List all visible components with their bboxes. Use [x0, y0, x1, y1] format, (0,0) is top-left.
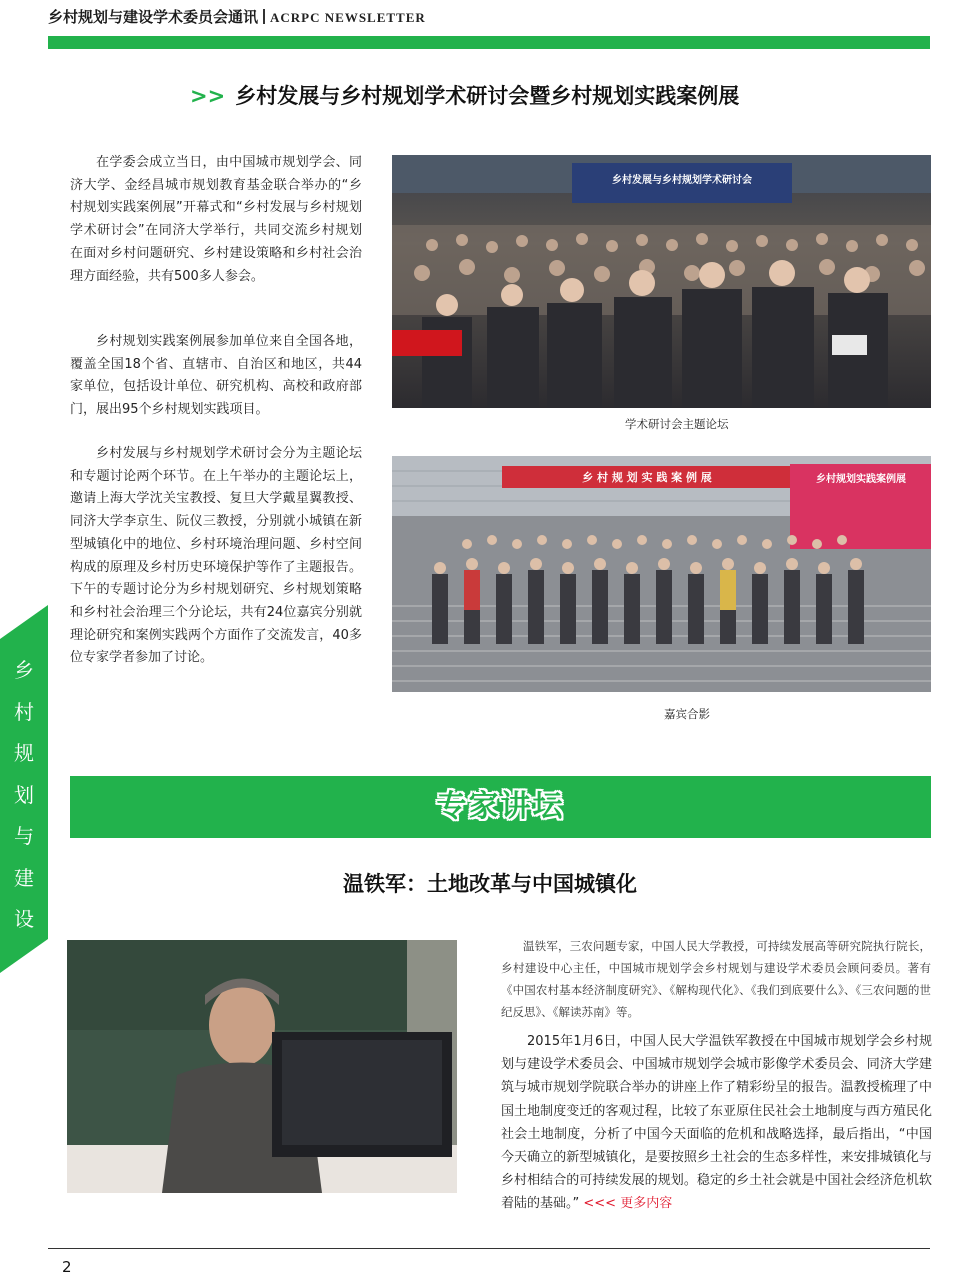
group-photo-caption: 嘉宾合影 — [664, 707, 710, 721]
exhibition-banner-text: 乡 村 规 划 实 践 案 例 展 — [582, 471, 712, 484]
side-tab-char: 划 — [14, 782, 34, 807]
lecture-report — [501, 1030, 932, 1216]
page-number: 2 — [62, 1258, 72, 1276]
side-tab-char: 规 — [14, 741, 34, 765]
forum-banner-text: 乡村发展与乡村规划学术研讨会 — [612, 175, 752, 186]
group-photo — [392, 456, 931, 692]
lecture-report-text: 2015年1月6日，中国人民大学温铁军教授在中国城市规划学会乡村规划与建设学术委员会、中国城市规划学会城市影像学术委员会、同济大学建筑与城市规划学院联合举办的讲座上作了精彩纷呈的报告。温教授梳理了中国土地制度变迁的客观过程，比较了东亚原住民社会土地制度与西方殖民化社会土地制度，分析了中国今天面临的危机和战略选择，最后指出，“中国今天确立的新型城镇化，是要按照乡土社会的生态多样性，来安排城镇化与乡村相结合的可持续发展的规划。稳定的乡土社会就是中国社会经济危机软着陆的基础。” — [501, 1034, 932, 1212]
newsletter-header — [48, 6, 426, 27]
section-title-text: 乡村发展与乡村规划学术研讨会暨乡村规划实践案例展 — [235, 84, 740, 108]
exhibition-paragraph: 乡村规划实践案例展参加单位来自全国各地，覆盖全国18个省、直辖市、自治区和地区，共44家单位，包括设计单位、研究机构、高校和政府部门，展出95个乡村规划实践项目。 — [70, 334, 362, 418]
section-title — [190, 80, 739, 110]
more-content-link[interactable]: <<< 更多内容 — [583, 1196, 673, 1212]
header-green-bar — [48, 36, 930, 49]
expert-forum-label: 专家讲坛 — [436, 789, 565, 824]
symposium-paragraph: 乡村发展与乡村规划学术研讨会分为主题论坛和专题讨论两个环节。在上午举办的主题论坛上，邀请上海大学沈关宝教授、复旦大学戴星翼教授、同济大学李京生、阮仪三教授，分别就小城镇在新型城镇化中的地位、乡村环境治理问题、乡村空间构成的原理及乡村历史环境保护等作了主题报告。下午的专题讨论分为乡村规划研究、乡村规划策略和乡村社会治理三个分论坛，共有24位嘉宾分别就理论研究和案例实践两个方面作了交流发言，40多位专家学者参加了讨论。 — [70, 446, 362, 666]
speaker-photo — [67, 940, 457, 1193]
side-tab-char: 建 — [14, 865, 34, 890]
forum-audience-photo — [392, 155, 931, 408]
header-title-cn: 乡村规划与建设学术委员会通讯 — [48, 8, 259, 26]
side-tab-char: 乡 — [14, 658, 34, 682]
speaker-bio: 温铁军，三农问题专家，中国人民大学教授，可持续发展高等研究院执行院长，乡村建设中心主任，中国城市规划学会乡村规划与建设学术委员会顾问委员。著有《中国农村基本经济制度研究》、《解构现代化》、《我们到底要什么》、《三农问题的世纪反思》、《解读苏南》等。 — [501, 939, 931, 1019]
forum-photo-caption: 学术研讨会主题论坛 — [625, 417, 729, 431]
side-tab-char: 村 — [14, 699, 34, 724]
lecture-title: 温铁军：土地改革与中国城镇化 — [343, 872, 637, 896]
side-tab-char: 与 — [14, 824, 34, 848]
side-tab-char: 设 — [14, 907, 34, 931]
footer-divider — [48, 1248, 930, 1249]
header-title-en: ACRPC NEWSLETTER — [270, 10, 426, 25]
header-divider — [263, 9, 265, 24]
intro-paragraph: 在学委会成立当日，由中国城市规划学会、同济大学、金经昌城市规划教育基金联合举办的“乡村规划实践案例展”开幕式和“乡村发展与乡村规划学术研讨会”在同济大学举行，共同交流乡村规划在面对乡村问题研究、乡村建设策略和乡村社会治理方面经验，共有500多人参会。 — [70, 155, 362, 284]
section-arrows: >> — [190, 84, 226, 108]
exhibition-poster-text: 乡村规划实践案例展 — [816, 474, 906, 485]
